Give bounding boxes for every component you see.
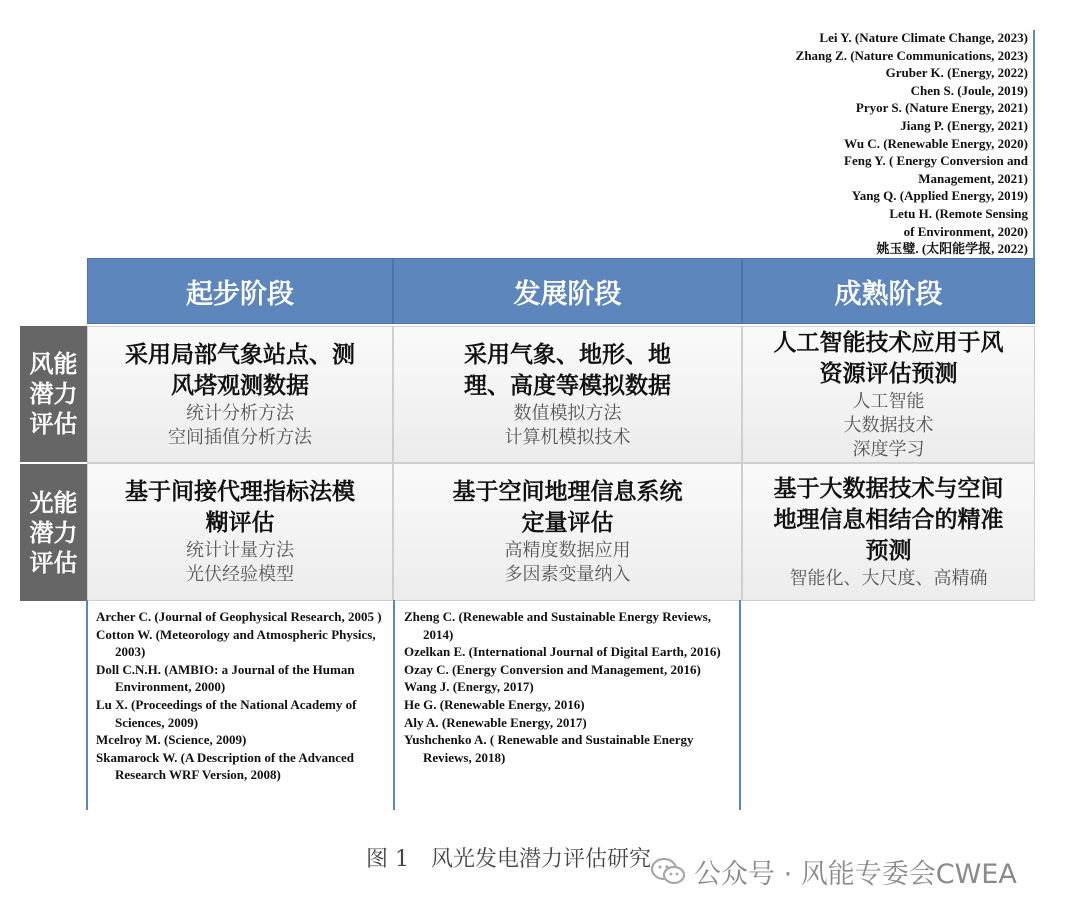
cell-sub: 统计分析方法 <box>186 402 294 424</box>
stage-header-develop: 发展阶段 <box>393 258 742 324</box>
cell-sub: 数值模拟方法 <box>513 402 622 424</box>
watermark-text: 公众号 · 风能专委会CWEA <box>694 859 1017 890</box>
cell-sub: 深度学习 <box>852 438 925 460</box>
cell-sub: 统计计量方法 <box>186 540 294 561</box>
cell-title: 基于间接代理指标法模糊评估 <box>125 479 355 536</box>
ref-col2: Yushchenko A. ( Renewable and Sustainable Energy Reviews, 2018) <box>404 732 694 765</box>
ref-col2: Ozelkan E. (International Journal of Digital Earth, 2016) <box>404 644 721 660</box>
ref-col2: Zheng C. (Renewable and Sustainable Energy Reviews, 2014) <box>404 609 711 642</box>
cell-sub: 多因素变量纳入 <box>504 564 631 585</box>
cell-sub: 高精度数据应用 <box>504 540 631 561</box>
cell-title: 人工智能技术应用于风资源评估预测 <box>773 329 1004 387</box>
refs-col2-list <box>404 608 734 766</box>
ref-top: Feng Y. ( Energy Conversion and <box>844 153 1028 169</box>
ref-col1: Mcelroy M. (Science, 2009) <box>96 732 247 748</box>
ref-top: Wu C. (Renewable Energy, 2020) <box>844 135 1028 151</box>
ref-top: 姚玉璧. (太阳能学报, 2022) <box>876 241 1028 257</box>
cell-title: 采用气象、地形、地理、高度等模拟数据 <box>464 341 671 399</box>
refs-top-bar <box>1033 30 1035 268</box>
cell-sub: 智能化、大尺度、高精确 <box>789 567 988 589</box>
ref-col2: Ozay C. (Energy Conversion and Management, 2016) <box>404 661 701 677</box>
ref-col1: Doll C.N.H. (AMBIO: a Journal of the Human Environment, 2000) <box>96 661 355 695</box>
cell-wind-start <box>87 326 393 463</box>
ref-top: Jiang P. (Energy, 2021) <box>900 117 1028 133</box>
cell-sub: 人工智能 <box>852 390 925 412</box>
cell-wind-mature <box>742 326 1035 463</box>
ref-col1: Cotton W. (Meteorology and Atmospheric Physics, 2003) <box>96 626 376 660</box>
ref-top: Gruber K. (Energy, 2022) <box>885 65 1028 81</box>
ref-top: Lei Y. (Nature Climate Change, 2023) <box>819 30 1028 45</box>
cell-solar-start <box>87 463 393 601</box>
cell-solar-develop <box>393 463 742 601</box>
watermark <box>650 852 1017 891</box>
ref-col2: He G. (Renewable Energy, 2016) <box>404 696 585 712</box>
figure-caption: 图 1 风光发电潜力评估研究 <box>366 847 651 872</box>
refs-col2-separator <box>393 600 395 810</box>
ref-col2: Aly A. (Renewable Energy, 2017) <box>404 714 587 730</box>
cell-sub: 空间插值分析方法 <box>168 426 312 448</box>
row-label-wind-text: 风能潜力评估 <box>29 350 78 438</box>
ref-top: Yang Q. (Applied Energy, 2019) <box>851 188 1028 204</box>
ref-col1: Archer C. (Journal of Geophysical Research, 2005 ) <box>96 609 382 624</box>
ref-top: Pryor S. (Nature Energy, 2021) <box>855 100 1028 116</box>
refs-col1-list <box>96 608 392 784</box>
ref-col1: Lu X. (Proceedings of the National Academy of Sciences, 2009) <box>96 696 357 730</box>
ref-top: Management, 2021) <box>918 170 1028 186</box>
cell-solar-mature <box>742 463 1035 601</box>
row-label-solar <box>20 464 87 601</box>
cell-title: 采用局部气象站点、测风塔观测数据 <box>125 341 355 399</box>
stage-header-start: 起步阶段 <box>87 258 393 324</box>
cell-sub: 计算机模拟技术 <box>504 426 631 448</box>
refs-col2-bar <box>739 600 741 810</box>
cell-sub: 光伏经验模型 <box>186 564 294 585</box>
ref-top: Letu H. (Remote Sensing <box>889 205 1028 221</box>
cell-title: 基于大数据技术与空间地理信息相结合的精准预测 <box>773 475 1004 564</box>
row-label-wind <box>20 326 87 462</box>
cell-wind-develop <box>393 326 742 463</box>
ref-top: of Environment, 2020) <box>903 223 1028 239</box>
cell-sub: 大数据技术 <box>843 414 934 436</box>
stage-header-mature: 成熟阶段 <box>742 258 1035 324</box>
ref-top: Zhang Z. (Nature Communications, 2023) <box>795 47 1028 63</box>
refs-col1-bar <box>86 600 88 810</box>
cell-title: 基于空间地理信息系统定量评估 <box>452 479 683 536</box>
ref-col2: Wang J. (Energy, 2017) <box>404 679 534 695</box>
ref-col1: Skamarock W. (A Description of the Advanced Research WRF Version, 2008) <box>96 749 354 783</box>
row-label-solar-text: 光能潜力评估 <box>29 488 78 577</box>
refs-top-list <box>700 29 1028 258</box>
ref-top: Chen S. (Joule, 2019) <box>910 82 1028 98</box>
wechat-icon <box>650 857 686 887</box>
